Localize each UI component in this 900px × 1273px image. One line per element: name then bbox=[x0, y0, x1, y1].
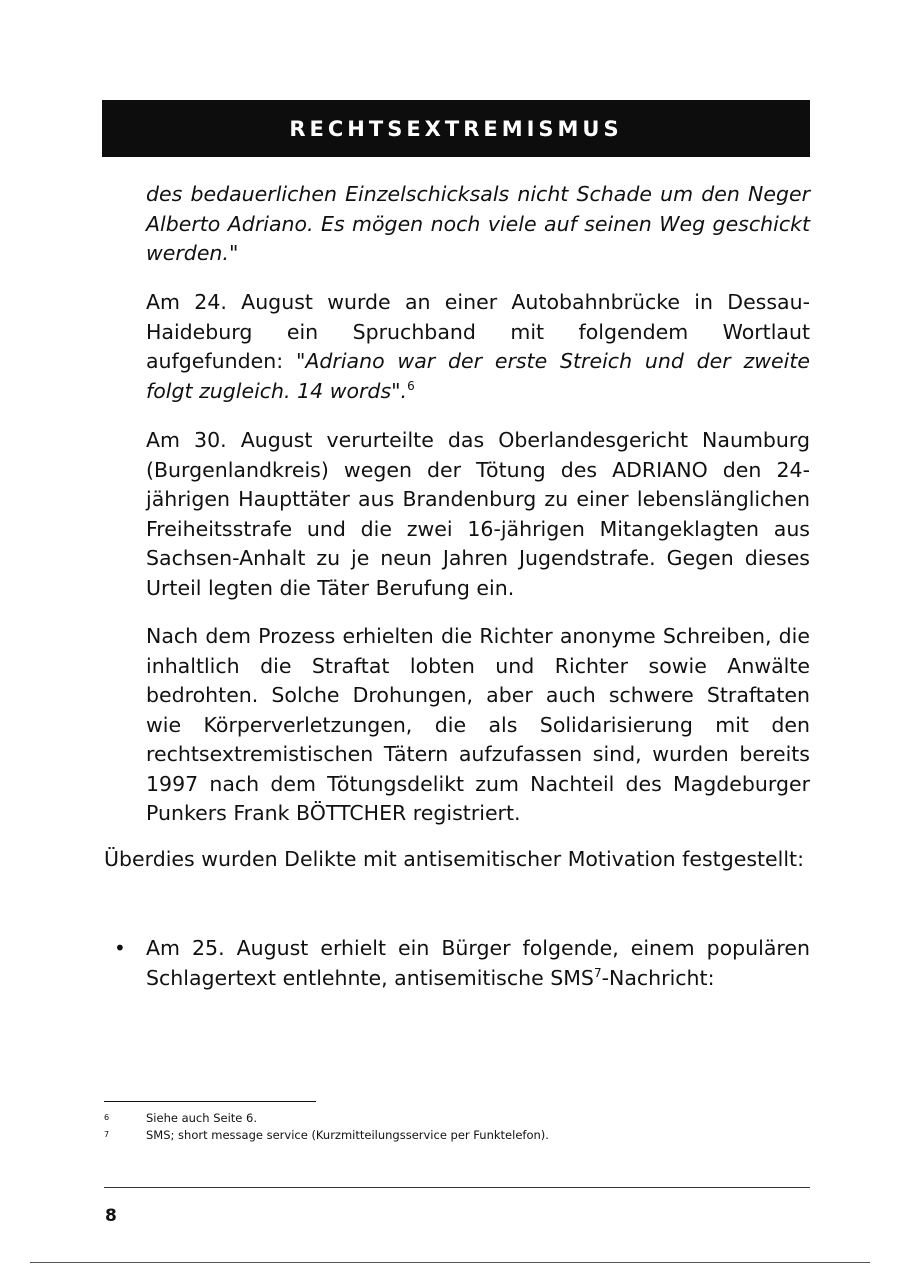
footnote-text: SMS; short message service (Kurzmitteilungsservice per Funktelefon). bbox=[146, 1128, 549, 1142]
page-number: 8 bbox=[105, 1206, 117, 1226]
banner-lead-text: Am 24. August wurde an einer Autobahnbrücke in Dessau-Haideburg ein Spruchband mit folgendem Wortlaut aufgefunden: bbox=[146, 290, 810, 373]
quote-continuation: des bedauerlichen Einzelschicksals nicht Schade um den Neger Alberto Adriano. Es mögen noch viele auf seinen Weg geschickt werden." bbox=[146, 182, 810, 265]
paragraph-banner-found bbox=[146, 288, 810, 406]
section-title: RECHTSEXTREMISMUS bbox=[289, 116, 623, 141]
footnote-ref-7: 7 bbox=[593, 965, 602, 980]
footnote-6 bbox=[104, 1110, 257, 1126]
footnote-7 bbox=[104, 1127, 549, 1143]
footnote-mark: 6 bbox=[104, 1113, 110, 1122]
paragraph-threats: Nach dem Prozess erhielten die Richter anonyme Schreiben, die inhaltlich die Straftat lobten und Richter sowie Anwälte bedrohten. Solche Drohungen, aber auch schwere Straftaten wie Körperverletzungen, die als Solidarisierung mit den rechtsextremistischen Tätern aufzufassen sind, wurden bereits 1997 nach dem Tötungsdelikt zum Nachteil des Magdeburger Punkers Frank BÖTTCHER registriert. bbox=[146, 624, 810, 825]
footnote-text: Siehe auch Seite 6. bbox=[146, 1111, 257, 1125]
bullet-item-sms bbox=[146, 934, 810, 993]
paragraph-verdict: Am 30. August verurteilte das Oberlandesgericht Naumburg (Burgenlandkreis) wegen der Tötung des ADRIANO den 24-jährigen Haupttäter aus Brandenburg zu einer lebenslänglichen Freiheitsstrafe und die zwei 16-jährigen Mitangeklagten aus Sachsen-Anhalt zu je neun Jahren Jugendstrafe. Gegen dieses Urteil legten die Täter Berufung ein. bbox=[146, 428, 810, 600]
footnote-mark: 7 bbox=[104, 1130, 110, 1139]
page-footer-rule bbox=[104, 1187, 810, 1188]
footnote-divider bbox=[104, 1101, 316, 1102]
bullet-text-end: -Nachricht: bbox=[601, 965, 715, 990]
scan-edge-line bbox=[30, 1262, 870, 1263]
banner-quote: "Adriano war der erste Streich und der zweite folgt zugleich. 14 words". bbox=[146, 349, 811, 403]
footnote-ref-6: 6 bbox=[407, 378, 415, 393]
bullet-text: Am 25. August erhielt ein Bürger folgende, einem populären Schlagertext entlehnte, antisemitische SMS bbox=[146, 936, 810, 990]
section-header-bar bbox=[102, 100, 810, 157]
bullet-dot: • bbox=[114, 936, 126, 960]
paragraph-antisemitic: Überdies wurden Delikte mit antisemitischer Motivation festgestellt: bbox=[104, 847, 804, 871]
